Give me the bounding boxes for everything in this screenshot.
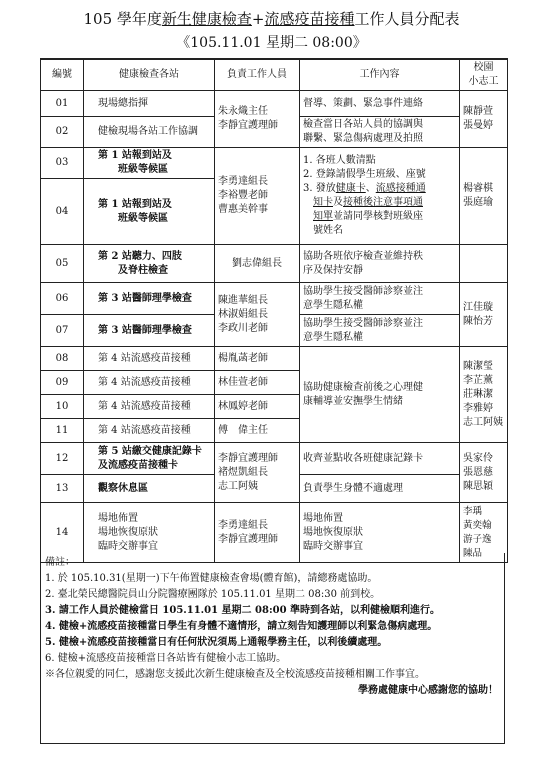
row-staff: 林鳳婷老師 [215,395,300,419]
row-staff [215,443,300,503]
volunteer-name: 張曼婷 [463,120,493,131]
site-line: 第 2 站聽力、四肢 [98,250,182,262]
volunteer-name: 陳品 [463,547,483,559]
site-line: 第 1 站報到站及 [98,198,172,210]
duty-line: 知卡 [313,197,333,208]
row-site: 第 4 站流感疫苗接種 [84,419,215,443]
row-no: 09 [41,371,84,395]
duty-line: 序及保持安靜 [303,264,363,276]
site-line: 場地恢復原狀 [98,526,158,538]
volunteer-name: 張恩慈 [463,466,493,478]
volunteer-name: 楊睿棋 [463,183,493,194]
duty-line: 接種後注意事項通 [343,197,423,208]
row-no: 07 [41,315,84,347]
duty-line: 協助健康檢查前後之心理健 [303,381,423,393]
site-line: 第 1 站報到站及 [98,150,172,161]
row-no: 03 [41,148,84,179]
volunteer-name: 李雅婷 [463,402,493,414]
row-volunteers [460,245,508,283]
header-no: 編號 [41,59,84,91]
duty-line: 檢查當日各站人員的協調與 [303,119,423,130]
site-line: 第 5 站繳交健康記錄卡 [98,445,202,457]
row-duty [300,245,460,283]
note-item: 2. 臺北榮民總醫院員山分院醫療團隊於 105.11.01 星期二 08:30 前到校。 [45,589,381,600]
duty-line: 協助學生接受醫師診察並注 [303,285,423,297]
duty-line: 號姓名 [313,225,343,236]
duty-line: 聯繫、緊急傷病處理及拍照 [303,133,423,144]
row-no: 12 [41,443,84,475]
table-row [41,91,508,117]
row-duty [300,315,460,347]
row-site: 第 4 站流感疫苗接種 [84,347,215,371]
site-line: 及脊柱檢查 [118,264,168,276]
duty-line: 臨時交辦事宜 [303,540,363,552]
row-site: 第 3 站醫師理學檢查 [84,283,215,315]
row-staff: 傅 偉主任 [215,419,300,443]
document-date: 《105.11.01 星期二 08:00》 [176,35,367,51]
row-volunteers [460,443,508,503]
volunteer-name: 李瑀 [463,505,483,517]
volunteer-name: 陳思穎 [463,480,493,492]
duty-line: 並請同學核對班級座 [333,211,423,222]
header-volunteer-line2: 小志工 [468,76,499,87]
volunteer-name: 李芷薰 [463,374,493,386]
staff-name: 褚煜凱組長 [218,466,268,478]
row-no: 13 [41,475,84,503]
row-no: 11 [41,419,84,443]
duty-line: 意學生隱私權 [303,299,363,311]
signature-line: 學務處健康中心感謝您的協助！ [358,685,498,696]
row-staff: 林佳萱老師 [215,371,300,395]
row-site [84,179,215,245]
row-volunteers [460,347,508,443]
volunteer-name: 游子逸 [463,533,492,545]
row-no: 06 [41,283,84,315]
row-staff: 劉志偉組長 [215,245,300,283]
staff-name: 李靜宜護理師 [218,452,278,464]
duty-line: 意學生隱私權 [303,331,363,343]
row-volunteers [460,148,508,245]
notes-heading: 備註： [45,557,75,568]
header-staff: 負責工作人員 [215,59,300,91]
volunteer-name: 張庭瑜 [463,197,493,208]
row-site: 第 4 站流感疫苗接種 [84,395,215,419]
table-row [41,148,508,179]
duty-line: 場地恢復原狀 [303,526,363,538]
staff-name: 陳進華組長 [218,294,268,306]
duty-line: 健康卡 [335,183,366,194]
table-header-row [41,59,508,91]
duty-line: 知單 [313,211,333,222]
row-duty: 督導、策劃、緊急事件連絡 [300,91,460,117]
row-duty: 負責學生身體不適處理 [300,475,460,503]
header-duty: 工作內容 [300,59,460,91]
duty-line: 2. 登錄請假學生班級、座號 [303,169,426,180]
row-staff [215,148,300,245]
note-item: 3. 請工作人員於健檢當日 105.11.01 星期二 08:00 準時到各站，以利健檢順利進行。 [45,605,441,616]
title-prefix: 105 學年度 [83,10,162,28]
row-no: 05 [41,245,84,283]
staff-name: 李靜宜護理師 [218,533,278,545]
title-health-check: 新生健康檢查 [161,10,252,28]
staff-name: 朱永熾主任 [218,106,268,117]
row-site: 觀察休息區 [84,475,215,503]
duty-line: 康輔導並安撫學生情緒 [303,395,403,407]
volunteer-name: 莊琳潔 [463,388,493,400]
row-site [84,443,215,475]
volunteer-name: 志工阿姨 [463,416,503,428]
staff-name: 李勇達組長 [218,176,268,187]
duty-line: 協助學生接受醫師診察並注 [303,317,423,329]
volunteer-name: 江佳璇 [463,301,493,313]
duty-line: 場地佈置 [303,512,343,524]
row-duty [300,283,460,315]
row-no: 14 [41,503,84,563]
duty-line: 及 [333,197,343,208]
volunteer-name: 黃奕翰 [463,519,492,531]
volunteer-name: 吳家伶 [463,452,493,464]
note-item: 1. 於 105.10.31(星期一)下午佈置健康檢查會場(體育館)，請總務處協助。 [45,573,378,584]
title-plus: + [251,10,265,28]
header-site: 健康檢查各站 [84,59,215,91]
duty-line: 3. 發放 [303,183,336,194]
table-row [41,283,508,315]
duty-line: 、 [365,183,376,194]
site-line: 及流感疫苗接種卡 [98,459,178,471]
site-line: 場地佈置 [98,512,138,524]
table-row [41,347,508,371]
duty-line: 協助各班依序檢查並維持秩 [303,250,423,262]
duty-line: 1. 各班人數清點 [303,155,376,166]
document-title [0,10,543,28]
note-item: 5. 健檢+流感疫苗接種當日有任何狀況須馬上通報學務主任，以利後續處理。 [45,637,388,648]
row-no: 02 [41,117,84,148]
header-volunteer-line1: 校園 [473,62,494,73]
row-no: 01 [41,91,84,117]
row-site [84,245,215,283]
row-staff [215,91,300,148]
row-duty: 收齊並點收各班健康記錄卡 [300,443,460,475]
row-duty [300,148,460,245]
staff-name: 李勇達組長 [218,519,268,531]
row-staff [215,283,300,347]
notes-section [40,553,505,744]
volunteer-name: 陳潔瑩 [463,360,493,372]
staff-name: 李政川老師 [218,322,268,334]
note-thanks: ※各位親愛的同仁，感謝您支援此次新生健康檢查及全校流感疫苗接種相關工作事宜。 [45,669,425,680]
row-no: 10 [41,395,84,419]
row-duty [300,117,460,148]
row-no: 08 [41,347,84,371]
row-duty [300,347,460,443]
site-line: 臨時交辦事宜 [98,540,158,552]
volunteer-name: 陳怡芳 [463,315,493,327]
row-staff: 楊胤菡老師 [215,347,300,371]
staff-name: 李靜宜護理師 [218,120,278,131]
volunteer-name: 陳靜萱 [463,106,493,117]
site-line: 班級等候區 [118,164,168,175]
row-site: 第 4 站流感疫苗接種 [84,371,215,395]
staff-name: 曹惠美幹事 [218,204,268,215]
row-volunteers [460,283,508,347]
row-volunteers [460,91,508,148]
staff-name: 林淑娟組長 [218,308,268,320]
row-no: 04 [41,179,84,245]
row-site: 第 3 站醫師理學檢查 [84,315,215,347]
duty-line: 流感接種通 [375,183,426,194]
site-line: 班級等候區 [118,212,168,224]
note-item: 6. 健檢+流感疫苗接種當日各站皆有健檢小志工協助。 [45,653,287,664]
row-site: 現場總指揮 [84,91,215,117]
staff-name: 李裕豐老師 [218,190,268,201]
staff-name: 志工阿姨 [218,480,258,492]
header-volunteer [460,59,508,91]
title-flu-vaccine: 流感疫苗接種 [264,10,355,28]
staff-assignment-table [40,58,508,563]
table-row [41,245,508,283]
row-site [84,148,215,179]
title-suffix: 工作人員分配表 [354,10,460,28]
row-site: 健檢現場各站工作協調 [84,117,215,148]
note-item: 4. 健檢+流感疫苗接種當日學生有身體不適情形，請立刻告知護理師以利緊急傷病處理。 [45,621,438,632]
table-row [41,443,508,475]
